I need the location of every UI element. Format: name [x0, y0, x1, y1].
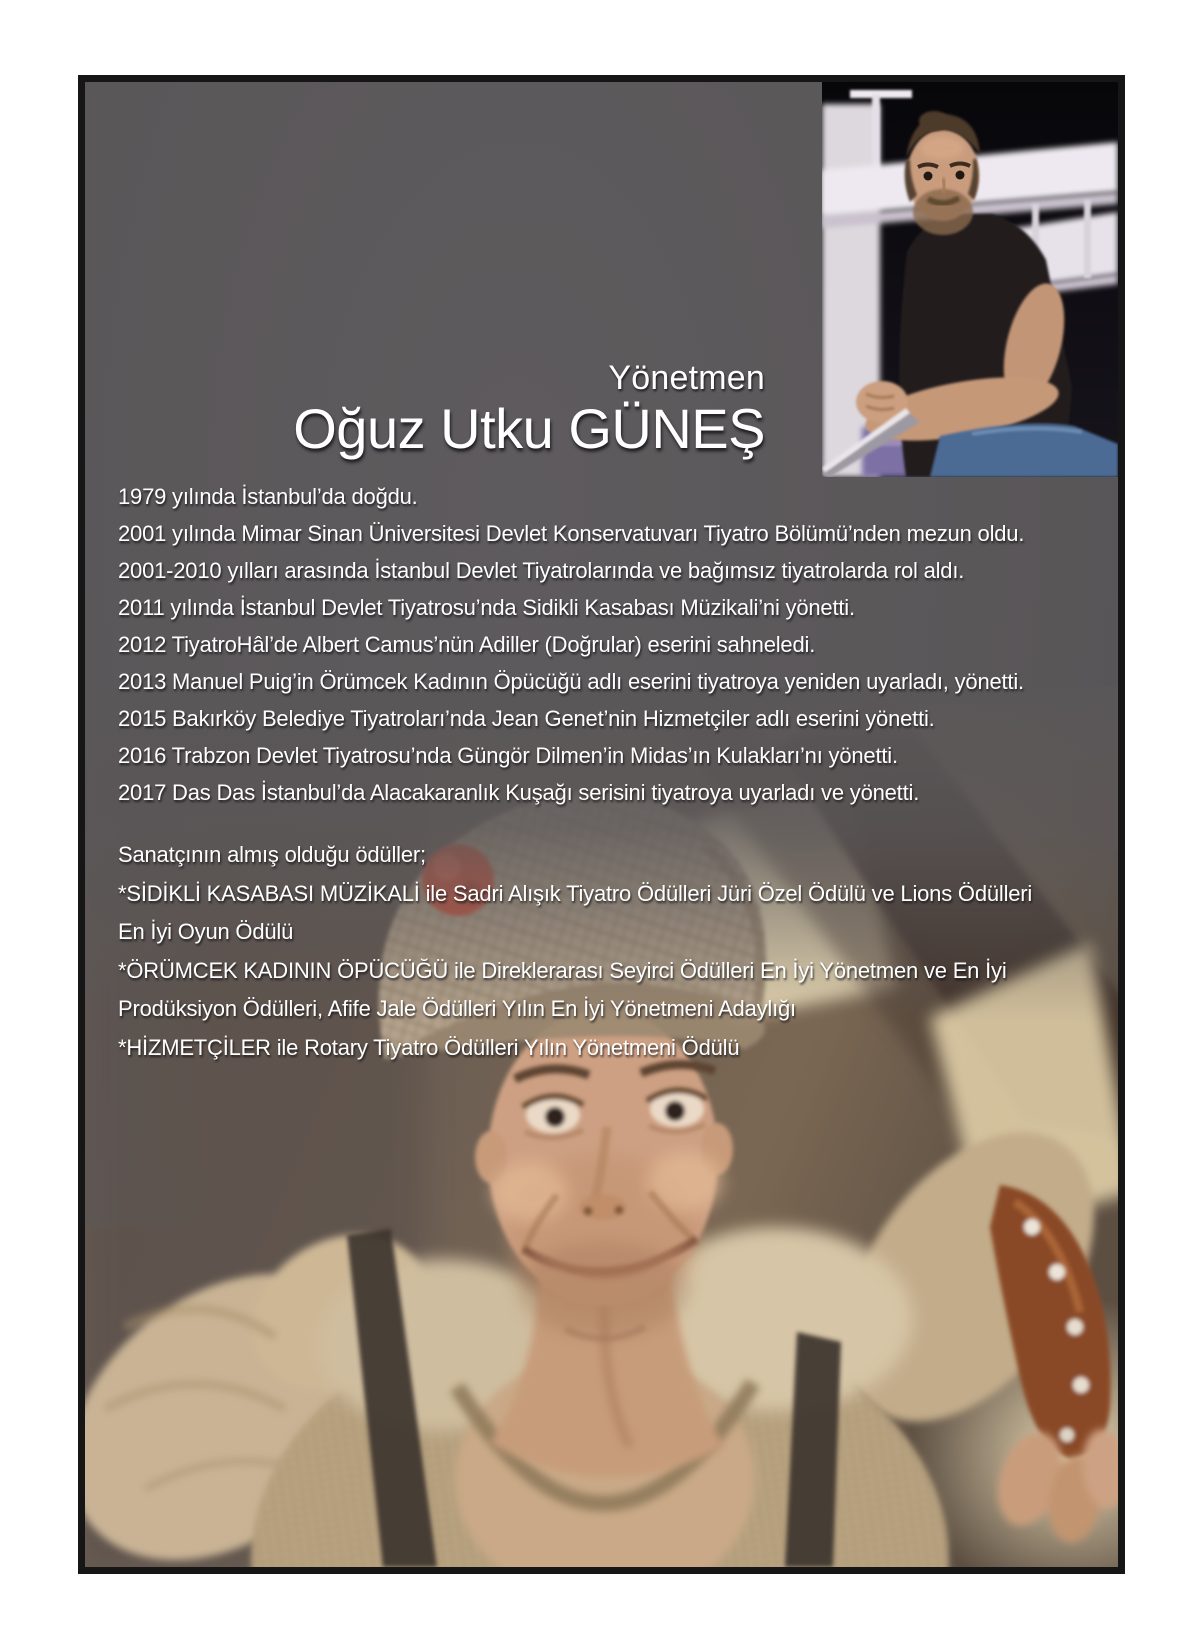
bio-line: 1979 yılında İstanbul’da doğdu.	[118, 484, 418, 509]
content-frame	[78, 75, 1125, 1574]
bio-line: 2015 Bakırköy Belediye Tiyatroları’nda Jean Genet’nin Hizmetçiler adlı eserini yönetti.	[118, 706, 935, 731]
bio-line: 2016 Trabzon Devlet Tiyatrosu’nda Güngör Dilmen’in Midas’ın Kulakları’nı yönetti.	[118, 743, 898, 768]
director-name: Oğuz Utku GÜNEŞ	[293, 397, 765, 460]
awards-block	[118, 836, 1032, 1067]
award-line: En İyi Oyun Ödülü	[118, 919, 294, 944]
bio-line: 2011 yılında İstanbul Devlet Tiyatrosu’nda Sidikli Kasabası Müzikali’ni yönetti.	[118, 595, 855, 620]
bio-line: 2013 Manuel Puig’in Örümcek Kadının Öpücüğü adlı eserini tiyatroya yeniden uyarladı, yönetti.	[118, 669, 1024, 694]
award-line: Prodüksiyon Ödülleri, Afife Jale Ödülleri Yılın En İyi Yönetmeni Adaylığı	[118, 996, 796, 1021]
bio-line: 2001 yılında Mimar Sinan Üniversitesi Devlet Konservatuvarı Tiyatro Bölümü’nden mezun oldu.	[118, 521, 1025, 546]
bio-line: 2012 TiyatroHâl’de Albert Camus’nün Adiller (Doğrular) eserini sahneledi.	[118, 632, 816, 657]
background-stage-photo	[85, 687, 1118, 1567]
awards-heading: Sanatçının almış olduğu ödüller;	[118, 842, 426, 867]
bio-line: 2017 Das Das İstanbul’da Alacakaranlık Kuşağı serisini tiyatroya uyarladı ve yönetti.	[118, 780, 920, 805]
bio-line: 2001-2010 yılları arasında İstanbul Devlet Tiyatrolarında ve bağımsız tiyatrolarda rol aldı.	[118, 558, 965, 583]
award-line: *SİDİKLİ KASABASI MÜZİKALİ ile Sadri Alışık Tiyatro Ödülleri Jüri Özel Ödülü ve Lions Ödülleri	[118, 880, 1033, 906]
award-line: *ÖRÜMCEK KADININ ÖPÜCÜĞÜ ile Direklerarası Seyirci Ödülleri En İyi Yönetmen ve En İyi	[118, 957, 1007, 983]
award-line: *HİZMETÇİLER ile Rotary Tiyatro Ödülleri Yılın Yönetmeni Ödülü	[118, 1034, 740, 1060]
title-block	[293, 358, 765, 458]
director-portrait-photo	[822, 82, 1118, 477]
role-label: Yönetmen	[608, 359, 765, 397]
biography-block	[118, 478, 1024, 811]
